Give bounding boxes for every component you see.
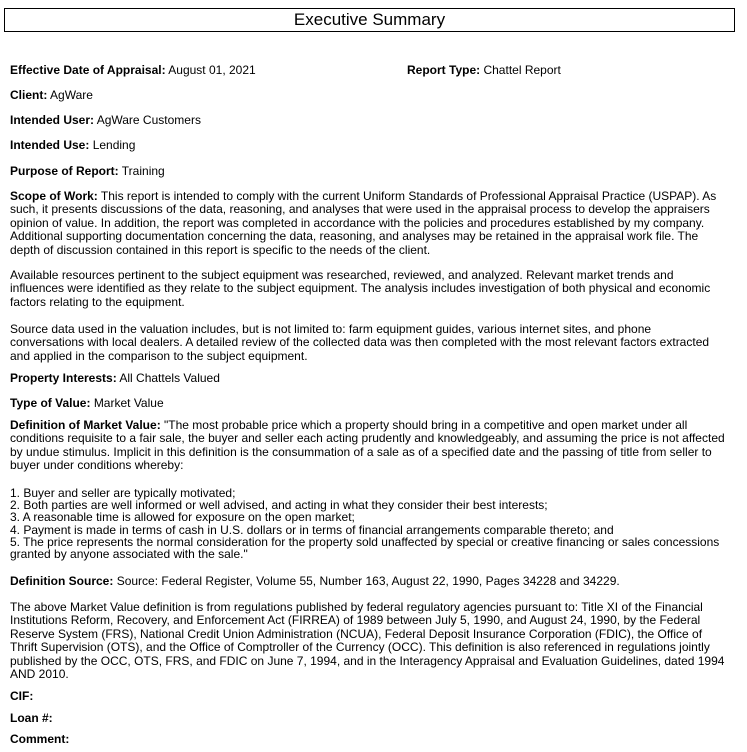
cif-label: CIF: xyxy=(10,689,34,703)
resources-line: influences were identified as they relate to the subject equipment. The analysis includes investigation of both physical and economic xyxy=(10,281,711,296)
purpose-row xyxy=(10,164,165,178)
report-type-value: Chattel Report xyxy=(483,63,561,77)
definition-source-row xyxy=(10,574,620,588)
page-title: Executive Summary xyxy=(4,8,735,32)
list-item: 2. Both parties are well informed or well advised, and acting in what they consider their best interests; xyxy=(10,498,548,513)
comment-label: Comment: xyxy=(10,732,70,746)
report-type-label: Report Type: xyxy=(407,63,481,77)
resources-line: Available resources pertinent to the subject equipment was researched, reviewed, and analyzed. Relevant market trends and xyxy=(10,268,674,282)
scope-label: Scope of Work: xyxy=(10,189,98,203)
list-item: 4. Payment is made in terms of cash in U.S. dollars or in terms of financial arrangements comparable thereto; and xyxy=(10,522,614,537)
resources-line: factors relating to the equipment. xyxy=(10,294,185,309)
type-of-value-value: Market Value xyxy=(93,396,164,410)
property-interests-value: All Chattels Valued xyxy=(119,371,220,385)
purpose-label: Purpose of Report: xyxy=(10,164,119,178)
client-value: AgWare xyxy=(50,88,93,102)
scope-line: such, it presents discussions of the data, reasoning, and analyses that were used in the appraisal process to develop the appraisers xyxy=(10,202,710,217)
scope-line: depth of discussion contained in this report is specific to the needs of the client. xyxy=(10,242,431,257)
definition-line: by undue stimulus. Implicit in this definition is the consummation of a sale as of a specified date and the passing of title from seller to xyxy=(10,444,712,459)
client-label: Client: xyxy=(10,88,48,102)
source-data-line: and applied in the comparison to the subject equipment. xyxy=(10,348,308,363)
definition-of-market-value xyxy=(10,419,728,473)
definition-label: Definition of Market Value: xyxy=(10,418,161,432)
effective-date-label: Effective Date of Appraisal: xyxy=(10,63,166,77)
purpose-value: Training xyxy=(121,164,165,178)
definition-conditions-list xyxy=(10,487,728,560)
regulations-line: Institutions Reform, Recovery, and Enforcement Act (FIRREA) of 1989 between July 5, 1990, and August 24, 1990, by the Federal xyxy=(10,613,701,628)
definition-line: buyer under conditions whereby: xyxy=(10,458,184,473)
source-data-paragraph xyxy=(10,323,728,363)
intended-use-row xyxy=(10,138,135,152)
list-item: granted by anyone associated with the sale." xyxy=(10,547,248,562)
definition-source-value: Source: Federal Register, Volume 55, Number 163, August 22, 1990, Pages 34228 and 34229. xyxy=(116,574,620,588)
regulations-line: published by the OCC, OTS, FRS, and FDIC on June 7, 1994, and in the Interagency Appraisal and Evaluation Guidelines, dated 1994 xyxy=(10,653,725,668)
regulations-paragraph xyxy=(10,601,728,681)
definition-source-label: Definition Source: xyxy=(10,574,114,588)
loan-label: Loan #: xyxy=(10,711,53,725)
definition-line: "The most probable price which a property should bring in a competitive and open market under all xyxy=(164,418,688,432)
effective-date-row xyxy=(10,63,256,77)
effective-date-value: August 01, 2021 xyxy=(168,63,256,77)
list-item: 5. The price represents the normal consideration for the property sold unaffected by special or creative financing or sales concessions xyxy=(10,534,720,549)
type-of-value-label: Type of Value: xyxy=(10,396,91,410)
list-item: 3. A reasonable time is allowed for exposure on the open market; xyxy=(10,510,355,525)
scope-line: opinion of value. In addition, the report was completed in accordance with the policies and procedures established by my company. xyxy=(10,215,705,230)
regulations-line: AND 2010. xyxy=(10,667,69,682)
client-row xyxy=(10,88,93,102)
regulations-line: The above Market Value definition is from regulations published by federal regulatory agencies pursuant to: Title XI of the Financial xyxy=(10,600,703,614)
intended-use-label: Intended Use: xyxy=(10,138,90,152)
report-type-row xyxy=(407,63,561,77)
intended-user-value: AgWare Customers xyxy=(96,113,201,127)
regulations-line: Thrift Supervision (OTS), and the Office of Comptroller of the Currency (OCC). This definition is also referenced in regulations jointly xyxy=(10,640,710,655)
property-interests-row xyxy=(10,371,220,385)
property-interests-label: Property Interests: xyxy=(10,371,117,385)
intended-user-row xyxy=(10,113,201,127)
intended-use-value: Lending xyxy=(92,138,136,152)
intended-user-label: Intended User: xyxy=(10,113,95,127)
scope-line: Additional supporting documentation concerning the data, reasoning, and analyses may be retained in the appraisal work file. The xyxy=(10,229,699,244)
resources-paragraph xyxy=(10,269,728,309)
scope-line: This report is intended to comply with the current Uniform Standards of Professional Appraisal Practice (USPAP). As xyxy=(100,189,717,203)
type-of-value-row xyxy=(10,396,164,410)
source-data-line: Source data used in the valuation includes, but is not limited to: farm equipment guides, various internet sites, and phone xyxy=(10,322,652,336)
definition-line: conditions requisite to a fair sale, the buyer and seller each acting prudently and knowledgeably, and assuming the price is not affected xyxy=(10,431,725,446)
list-item: 1. Buyer and seller are typically motivated; xyxy=(10,486,236,500)
regulations-line: Reserve System (FRS), National Credit Union Administration (NCUA), Federal Deposit Insurance Corporation (FDIC), the Office of xyxy=(10,626,703,641)
source-data-line: conversations with local dealers. A detailed review of the collected data was then completed with the most relevant factors extracted xyxy=(10,335,710,350)
scope-of-work xyxy=(10,190,728,257)
